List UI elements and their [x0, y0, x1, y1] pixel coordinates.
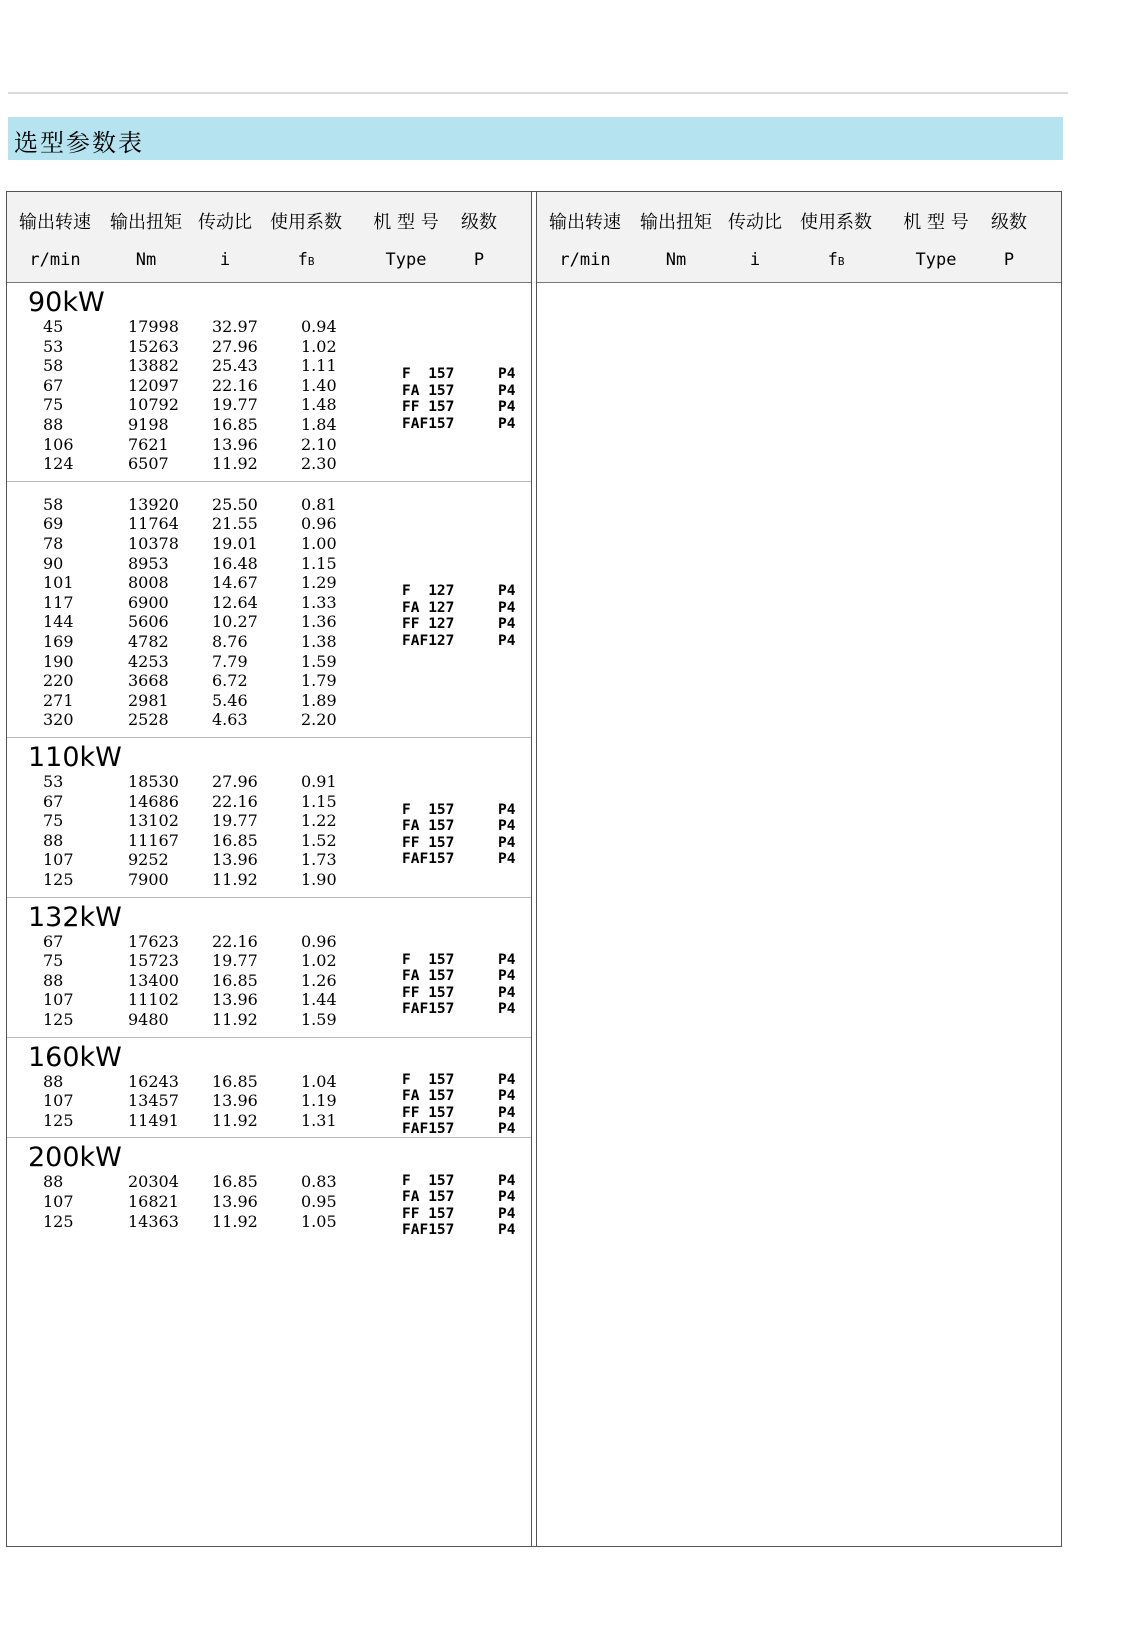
service-factor-cell: 1.59 — [301, 651, 337, 671]
ratio-cell: 19.01 — [212, 533, 258, 553]
torque-cell: 7900 — [128, 870, 169, 889]
torque-cell: 9198 — [128, 415, 169, 434]
model-type: F 157 — [402, 1071, 455, 1088]
stage-list — [498, 366, 515, 432]
torque-cell: 16243 — [128, 1071, 179, 1091]
speed-cell: 107 — [43, 850, 74, 870]
ratio-cell: 14.67 — [212, 573, 258, 593]
speed-cell: 67 — [43, 931, 64, 951]
stage-count: P4 — [498, 1071, 516, 1088]
model-type: FA 127 — [402, 599, 455, 616]
speed-cell: 53 — [43, 336, 64, 356]
header-right-col1-en: Nm — [665, 250, 687, 270]
header-right-col5-en: P — [1003, 250, 1015, 270]
model-type: FF 157 — [402, 984, 455, 1001]
ratio-cell: 13.96 — [212, 990, 258, 1010]
header-left-col1-zh: 输出扭矩 — [110, 212, 182, 233]
stage-count: P4 — [498, 818, 516, 835]
ratio-cell: 19.77 — [212, 395, 258, 415]
speed-cell: 125 — [43, 1110, 74, 1130]
speed-cell: 53 — [43, 772, 64, 791]
speed-cell: 117 — [43, 592, 74, 612]
torque-cell: 13882 — [128, 356, 179, 376]
header-right-col3-en: fB — [827, 250, 845, 270]
table-row — [7, 495, 531, 515]
service-factor-cell: 1.38 — [301, 631, 337, 651]
header-right-col0-en: r/min — [559, 250, 611, 270]
header-right-col2-zh: 传动比 — [728, 212, 782, 233]
power-group — [7, 898, 531, 1038]
speed-cell: 169 — [43, 631, 74, 651]
speed-cell: 67 — [43, 791, 64, 811]
torque-cell: 11167 — [128, 830, 179, 850]
torque-cell: 10378 — [128, 533, 179, 553]
torque-cell: 12097 — [128, 375, 179, 395]
ratio-cell: 13.96 — [212, 1091, 258, 1111]
ratio-cell: 19.77 — [212, 951, 258, 971]
model-list — [402, 802, 454, 868]
speed-cell: 220 — [43, 671, 74, 691]
service-factor-cell: 1.15 — [301, 791, 337, 811]
stage-list — [498, 802, 515, 868]
speed-cell: 320 — [43, 710, 74, 730]
ratio-cell: 12.64 — [212, 592, 258, 612]
torque-cell: 13102 — [128, 811, 179, 831]
speed-cell: 88 — [43, 1172, 64, 1192]
table-row — [7, 337, 531, 357]
speed-cell: 58 — [43, 494, 64, 514]
service-factor-cell: 0.83 — [301, 1172, 337, 1192]
power-group — [7, 738, 531, 898]
speed-cell: 88 — [43, 1071, 64, 1091]
table-row — [7, 317, 531, 337]
speed-cell: 125 — [43, 1009, 74, 1029]
header-right-col5-zh: 级数 — [991, 212, 1027, 233]
speed-cell: 67 — [43, 375, 64, 395]
header-left-col4-zh: 机 型 号 — [373, 212, 439, 233]
ratio-cell: 19.77 — [212, 811, 258, 831]
table-row — [7, 932, 531, 952]
header-left-col3-en: fB — [297, 250, 315, 270]
torque-cell: 6900 — [128, 592, 169, 612]
service-factor-cell: 0.94 — [301, 317, 337, 336]
model-type: F 157 — [402, 951, 455, 968]
stage-count: P4 — [498, 1222, 516, 1239]
stage-count: P4 — [498, 1121, 516, 1138]
ratio-cell: 22.16 — [212, 931, 258, 951]
header-left-col5-en: P — [473, 250, 485, 270]
service-factor-cell: 1.05 — [301, 1211, 337, 1231]
header-left-col2-en: i — [219, 250, 231, 270]
torque-cell: 13920 — [128, 494, 179, 514]
table-row — [7, 534, 531, 554]
header-right-col3-zh: 使用系数 — [800, 212, 872, 233]
header-left-col0-zh: 输出转速 — [19, 212, 91, 233]
torque-cell: 4253 — [128, 651, 169, 671]
stage-list — [498, 583, 515, 649]
speed-cell: 125 — [43, 870, 74, 889]
service-factor-cell: 2.30 — [301, 454, 337, 474]
section-title-bar — [8, 117, 1063, 160]
ratio-cell: 11.92 — [212, 870, 258, 889]
model-list — [402, 366, 454, 432]
model-list — [402, 1173, 454, 1239]
header-left-col5-zh: 级数 — [461, 212, 497, 233]
stage-count: P4 — [498, 632, 516, 649]
torque-cell: 8953 — [128, 553, 169, 573]
service-factor-cell: 1.31 — [301, 1110, 337, 1130]
ratio-cell: 32.97 — [212, 317, 258, 336]
service-factor-cell: 1.84 — [301, 415, 337, 434]
service-factor-cell: 0.91 — [301, 772, 337, 791]
ratio-cell: 16.85 — [212, 415, 258, 434]
service-factor-cell: 1.73 — [301, 850, 337, 870]
model-type: FA 157 — [402, 818, 455, 835]
model-type: F 157 — [402, 1172, 455, 1189]
speed-cell: 69 — [43, 514, 64, 534]
header-right-col4-zh: 机 型 号 — [903, 212, 969, 233]
ratio-cell: 11.92 — [212, 454, 258, 474]
power-rating: 110kW — [28, 742, 122, 773]
table-row — [7, 691, 531, 711]
torque-cell: 11102 — [128, 990, 179, 1010]
speed-cell: 58 — [43, 356, 64, 376]
model-list — [402, 1072, 454, 1138]
model-type: FF 127 — [402, 616, 455, 633]
service-factor-cell: 1.02 — [301, 951, 337, 971]
speed-cell: 75 — [43, 811, 64, 831]
power-rating: 132kW — [28, 901, 122, 933]
header-right-col4-en: Type — [915, 250, 957, 270]
ratio-cell: 16.85 — [212, 970, 258, 990]
speed-cell: 107 — [43, 1191, 74, 1211]
model-type: FA 157 — [402, 1088, 455, 1105]
stage-list — [498, 952, 515, 1018]
power-group — [7, 1138, 531, 1239]
power-group — [7, 283, 531, 482]
table-row — [7, 435, 531, 455]
table-divider — [531, 191, 537, 1547]
stage-list — [498, 1072, 515, 1138]
service-factor-cell: 0.96 — [301, 931, 337, 951]
ratio-cell: 22.16 — [212, 791, 258, 811]
service-factor-cell: 1.15 — [301, 553, 337, 573]
stage-count: P4 — [498, 801, 516, 818]
service-factor-cell: 1.52 — [301, 830, 337, 850]
service-factor-cell: 1.79 — [301, 671, 337, 691]
service-factor-cell: 1.36 — [301, 612, 337, 632]
stage-count: P4 — [498, 583, 516, 600]
torque-cell: 15263 — [128, 336, 179, 356]
stage-count: P4 — [498, 1088, 516, 1105]
stage-count: P4 — [498, 415, 516, 432]
ratio-cell: 16.85 — [212, 1071, 258, 1091]
ratio-cell: 8.76 — [212, 631, 248, 651]
ratio-cell: 7.79 — [212, 651, 248, 671]
ratio-cell: 13.96 — [212, 434, 258, 454]
torque-cell: 9480 — [128, 1009, 169, 1029]
header-left-col3-zh: 使用系数 — [270, 212, 342, 233]
torque-cell: 13457 — [128, 1091, 179, 1111]
model-type: FAF157 — [402, 1001, 455, 1018]
ratio-cell: 10.27 — [212, 612, 258, 632]
speed-cell: 125 — [43, 1211, 74, 1231]
torque-cell: 5606 — [128, 612, 169, 632]
torque-cell: 6507 — [128, 454, 169, 474]
service-factor-cell: 0.81 — [301, 494, 337, 514]
torque-cell: 14363 — [128, 1211, 179, 1231]
torque-cell: 18530 — [128, 772, 179, 791]
ratio-cell: 13.96 — [212, 1191, 258, 1211]
stage-count: P4 — [498, 599, 516, 616]
ratio-cell: 16.85 — [212, 1172, 258, 1192]
torque-cell: 17998 — [128, 317, 179, 336]
service-factor-cell: 1.04 — [301, 1071, 337, 1091]
stage-count: P4 — [498, 1189, 516, 1206]
service-factor-cell: 1.40 — [301, 375, 337, 395]
table-row — [7, 772, 531, 792]
power-rating: 160kW — [28, 1041, 122, 1073]
model-list — [402, 583, 454, 649]
ratio-cell: 4.63 — [212, 710, 248, 730]
speed-cell: 124 — [43, 454, 74, 474]
table-row — [7, 652, 531, 672]
ratio-cell: 27.96 — [212, 772, 258, 791]
ratio-cell: 25.43 — [212, 356, 258, 376]
speed-cell: 144 — [43, 612, 74, 632]
ratio-cell: 13.96 — [212, 850, 258, 870]
torque-cell: 15723 — [128, 951, 179, 971]
stage-count: P4 — [498, 1001, 516, 1018]
service-factor-cell: 1.90 — [301, 870, 337, 889]
speed-cell: 45 — [43, 317, 64, 336]
model-type: FAF157 — [402, 851, 455, 868]
torque-cell: 9252 — [128, 850, 169, 870]
model-type: FAF127 — [402, 632, 455, 649]
torque-cell: 16821 — [128, 1191, 179, 1211]
model-type: FAF157 — [402, 1222, 455, 1239]
speed-cell: 78 — [43, 533, 64, 553]
service-factor-cell: 0.95 — [301, 1191, 337, 1211]
stage-count: P4 — [498, 1205, 516, 1222]
model-type: FA 157 — [402, 968, 455, 985]
stage-count: P4 — [498, 616, 516, 633]
header-left-col0-en: r/min — [29, 250, 81, 270]
model-type: FA 157 — [402, 1189, 455, 1206]
speed-cell: 107 — [43, 1091, 74, 1111]
header-right-col2-en: i — [749, 250, 761, 270]
ratio-cell: 5.46 — [212, 690, 248, 710]
table-header-right — [537, 192, 1061, 283]
stage-count: P4 — [498, 1104, 516, 1121]
model-type: F 127 — [402, 583, 455, 600]
torque-cell: 11491 — [128, 1110, 179, 1130]
header-right-col0-zh: 输出转速 — [549, 212, 621, 233]
speed-cell: 271 — [43, 690, 74, 710]
ratio-cell: 16.85 — [212, 830, 258, 850]
torque-cell: 4782 — [128, 631, 169, 651]
top-rule — [8, 92, 1068, 94]
service-factor-cell: 2.20 — [301, 710, 337, 730]
ratio-cell: 6.72 — [212, 671, 248, 691]
header-left-col2-zh: 传动比 — [198, 212, 252, 233]
speed-cell: 106 — [43, 434, 74, 454]
model-type: FF 157 — [402, 399, 455, 416]
torque-cell: 10792 — [128, 395, 179, 415]
torque-cell: 7621 — [128, 434, 169, 454]
torque-cell: 8008 — [128, 573, 169, 593]
service-factor-cell: 1.59 — [301, 1009, 337, 1029]
model-type: FF 157 — [402, 834, 455, 851]
speed-cell: 75 — [43, 395, 64, 415]
ratio-cell: 11.92 — [212, 1110, 258, 1130]
ratio-cell: 16.48 — [212, 553, 258, 573]
speed-cell: 88 — [43, 415, 64, 434]
speed-cell: 101 — [43, 573, 74, 593]
model-list — [402, 952, 454, 1018]
stage-count: P4 — [498, 984, 516, 1001]
stage-count: P4 — [498, 399, 516, 416]
torque-cell: 13400 — [128, 970, 179, 990]
service-factor-cell: 1.33 — [301, 592, 337, 612]
header-left-col1-en: Nm — [135, 250, 157, 270]
stage-list — [498, 1173, 515, 1239]
stage-count: P4 — [498, 851, 516, 868]
ratio-cell: 25.50 — [212, 494, 258, 514]
torque-cell: 2528 — [128, 710, 169, 730]
model-type: FF 157 — [402, 1205, 455, 1222]
model-type: FAF157 — [402, 1121, 455, 1138]
table-row — [7, 454, 531, 474]
table-row — [7, 671, 531, 691]
model-type: FF 157 — [402, 1104, 455, 1121]
stage-count: P4 — [498, 951, 516, 968]
table-row — [7, 554, 531, 574]
torque-cell: 17623 — [128, 931, 179, 951]
service-factor-cell: 1.00 — [301, 533, 337, 553]
stage-count: P4 — [498, 382, 516, 399]
service-factor-cell: 1.02 — [301, 336, 337, 356]
table-header-left — [7, 192, 531, 283]
table-row — [7, 514, 531, 534]
ratio-cell: 11.92 — [212, 1009, 258, 1029]
speed-cell: 88 — [43, 830, 64, 850]
speed-cell: 88 — [43, 970, 64, 990]
torque-cell: 11764 — [128, 514, 179, 534]
service-factor-cell: 1.11 — [301, 356, 337, 376]
table-row — [7, 870, 531, 890]
service-factor-cell: 1.19 — [301, 1091, 337, 1111]
ratio-cell: 22.16 — [212, 375, 258, 395]
power-rating: 200kW — [28, 1142, 122, 1174]
torque-cell: 2981 — [128, 690, 169, 710]
stage-count: P4 — [498, 968, 516, 985]
service-factor-cell: 1.26 — [301, 970, 337, 990]
speed-cell: 90 — [43, 553, 64, 573]
stage-count: P4 — [498, 834, 516, 851]
header-left-col4-en: Type — [385, 250, 427, 270]
table-row — [7, 710, 531, 730]
section-title: 选型参数表 — [14, 129, 144, 157]
service-factor-cell: 2.10 — [301, 434, 337, 454]
ratio-cell: 21.55 — [212, 514, 258, 534]
model-type: FAF157 — [402, 415, 455, 432]
torque-cell: 14686 — [128, 791, 179, 811]
service-factor-cell: 1.22 — [301, 811, 337, 831]
torque-cell: 3668 — [128, 671, 169, 691]
model-type: F 157 — [402, 801, 455, 818]
model-type: F 157 — [402, 366, 455, 383]
ratio-cell: 27.96 — [212, 336, 258, 356]
power-rating: 90kW — [28, 287, 105, 318]
speed-cell: 190 — [43, 651, 74, 671]
stage-count: P4 — [498, 366, 516, 383]
service-factor-cell: 1.29 — [301, 573, 337, 593]
service-factor-cell: 0.96 — [301, 514, 337, 534]
power-group — [7, 1038, 531, 1139]
service-factor-cell: 1.48 — [301, 395, 337, 415]
speed-cell: 75 — [43, 951, 64, 971]
power-group — [7, 482, 531, 738]
service-factor-cell: 1.44 — [301, 990, 337, 1010]
header-right-col1-zh: 输出扭矩 — [640, 212, 712, 233]
service-factor-cell: 1.89 — [301, 690, 337, 710]
ratio-cell: 11.92 — [212, 1211, 258, 1231]
model-type: FA 157 — [402, 382, 455, 399]
speed-cell: 107 — [43, 990, 74, 1010]
torque-cell: 20304 — [128, 1172, 179, 1192]
stage-count: P4 — [498, 1172, 516, 1189]
